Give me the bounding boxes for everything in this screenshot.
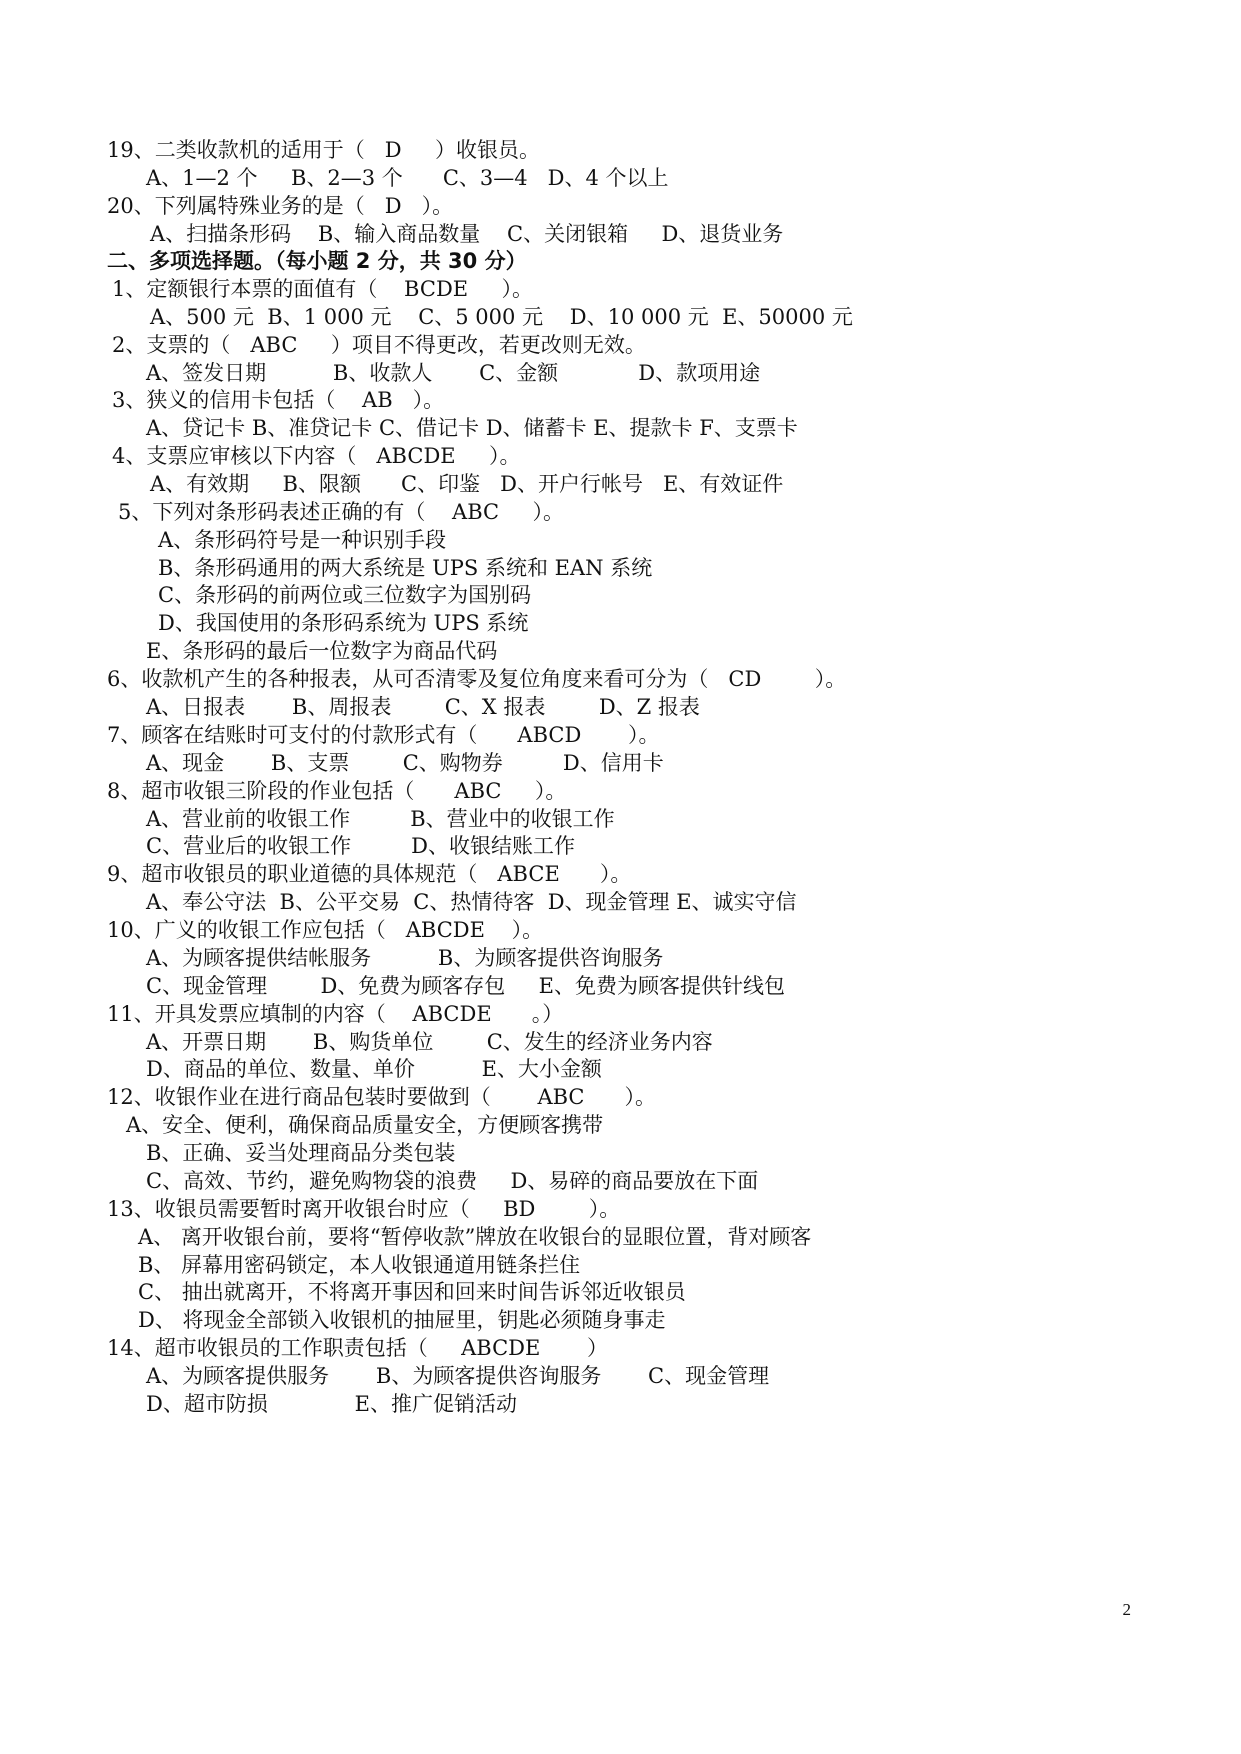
mc-question-12-option-b: B、正确、妥当处理商品分类包装 bbox=[146, 1141, 456, 1165]
mc-question-12-option-a: A、安全、便利，确保商品质量安全，方便顾客携带 bbox=[126, 1113, 604, 1137]
mc-question-8: 8、超市收银三阶段的作业包括（ ABC ）。 bbox=[107, 779, 567, 803]
mc-question-13-option-a: A、 离开收银台前，要将“暂停收款”牌放在收银台的显眼位置，背对顾客 bbox=[138, 1225, 812, 1249]
mc-question-14-options-1: A、为顾客提供服务 B、为顾客提供咨询服务 C、现金管理 bbox=[146, 1364, 770, 1388]
question-20-options: A、扫描条形码 B、输入商品数量 C、关闭银箱 D、退货业务 bbox=[150, 222, 784, 246]
mc-question-8-options-2: C、营业后的收银工作 D、收银结账工作 bbox=[146, 834, 575, 858]
mc-question-3: 3、狭义的信用卡包括（ AB ）。 bbox=[112, 388, 445, 412]
mc-question-5-option-d: D、我国使用的条形码系统为 UPS 系统 bbox=[158, 611, 529, 635]
question-19: 19、二类收款机的适用于（ D ）收银员。 bbox=[107, 138, 540, 162]
mc-question-6-options: A、日报表 B、周报表 C、X 报表 D、Z 报表 bbox=[146, 695, 700, 719]
mc-question-5-option-e: E、条形码的最后一位数字为商品代码 bbox=[146, 639, 498, 663]
mc-question-2-options: A、签发日期 B、收款人 C、金额 D、款项用途 bbox=[146, 361, 761, 385]
mc-question-1: 1、定额银行本票的面值有（ BCDE ）。 bbox=[112, 277, 533, 301]
mc-question-14-options-2: D、超市防损 E、推广促销活动 bbox=[146, 1392, 517, 1416]
mc-question-3-options: A、贷记卡 B、准贷记卡 C、借记卡 D、储蓄卡 E、提款卡 F、支票卡 bbox=[146, 416, 798, 440]
mc-question-11: 11、开具发票应填制的内容（ ABCDE 。） bbox=[107, 1002, 564, 1026]
mc-question-14: 14、超市收银员的工作职责包括（ ABCDE ） bbox=[107, 1336, 609, 1360]
mc-question-7-options: A、现金 B、支票 C、购物券 D、信用卡 bbox=[146, 751, 664, 775]
mc-question-4: 4、支票应审核以下内容（ ABCDE ）。 bbox=[112, 444, 521, 468]
mc-question-5-option-a: A、条形码符号是一种识别手段 bbox=[158, 528, 447, 552]
page-number: 2 bbox=[1122, 1600, 1131, 1619]
question-19-options: A、1—2 个 B、2—3 个 C、3—4 D、4 个以上 bbox=[146, 166, 669, 190]
mc-question-11-options-1: A、开票日期 B、购货单位 C、发生的经济业务内容 bbox=[146, 1030, 713, 1054]
mc-question-5-option-c: C、条形码的前两位或三位数字为国别码 bbox=[158, 583, 532, 607]
mc-question-13: 13、收银员需要暂时离开收银台时应（ BD ）。 bbox=[107, 1197, 621, 1221]
mc-question-4-options: A、有效期 B、限额 C、印鉴 D、开户行帐号 E、有效证件 bbox=[150, 472, 784, 496]
mc-question-1-options: A、500 元 B、1 000 元 C、5 000 元 D、10 000 元 E、50000 元 bbox=[150, 305, 853, 329]
mc-question-10-options-2: C、现金管理 D、免费为顾客存包 E、免费为顾客提供针线包 bbox=[146, 974, 786, 998]
mc-question-9: 9、超市收银员的职业道德的具体规范（ ABCE ）。 bbox=[107, 862, 632, 886]
section-heading-multiple-choice: 二、多项选择题。（每小题 2 分，共 30 分） bbox=[107, 249, 527, 273]
mc-question-10-options-1: A、为顾客提供结帐服务 B、为顾客提供咨询服务 bbox=[146, 946, 664, 970]
mc-question-11-options-2: D、商品的单位、数量、单价 E、大小金额 bbox=[146, 1057, 602, 1081]
mc-question-5: 5、下列对条形码表述正确的有（ ABC ）。 bbox=[118, 500, 564, 524]
mc-question-8-options-1: A、营业前的收银工作 B、营业中的收银工作 bbox=[146, 807, 615, 831]
mc-question-12-options-cd: C、高效、节约，避免购物袋的浪费 D、易碎的商品要放在下面 bbox=[146, 1169, 759, 1193]
mc-question-13-option-d: D、 将现金全部锁入收银机的抽屉里，钥匙必须随身事走 bbox=[138, 1308, 666, 1332]
mc-question-13-option-b: B、 屏幕用密码锁定，本人收银通道用链条拦住 bbox=[138, 1253, 581, 1277]
mc-question-5-option-b: B、条形码通用的两大系统是 UPS 系统和 EAN 系统 bbox=[158, 556, 653, 580]
question-20: 20、下列属特殊业务的是（ D ）。 bbox=[107, 194, 454, 218]
mc-question-13-option-c: C、 抽出就离开，不将离开事因和回来时间告诉邻近收银员 bbox=[138, 1280, 686, 1304]
mc-question-9-options: A、奉公守法 B、公平交易 C、热情待客 D、现金管理 E、诚实守信 bbox=[146, 890, 797, 914]
mc-question-10: 10、广义的收银工作应包括（ ABCDE ）。 bbox=[107, 918, 544, 942]
mc-question-6: 6、收款机产生的各种报表，从可否清零及复位角度来看可分为（ CD ）。 bbox=[107, 667, 847, 691]
mc-question-12: 12、收银作业在进行商品包装时要做到（ ABC ）。 bbox=[107, 1085, 657, 1109]
mc-question-7: 7、顾客在结账时可支付的付款形式有（ ABCD ）。 bbox=[107, 723, 660, 747]
mc-question-2: 2、支票的（ ABC ）项目不得更改，若更改则无效。 bbox=[112, 333, 646, 357]
